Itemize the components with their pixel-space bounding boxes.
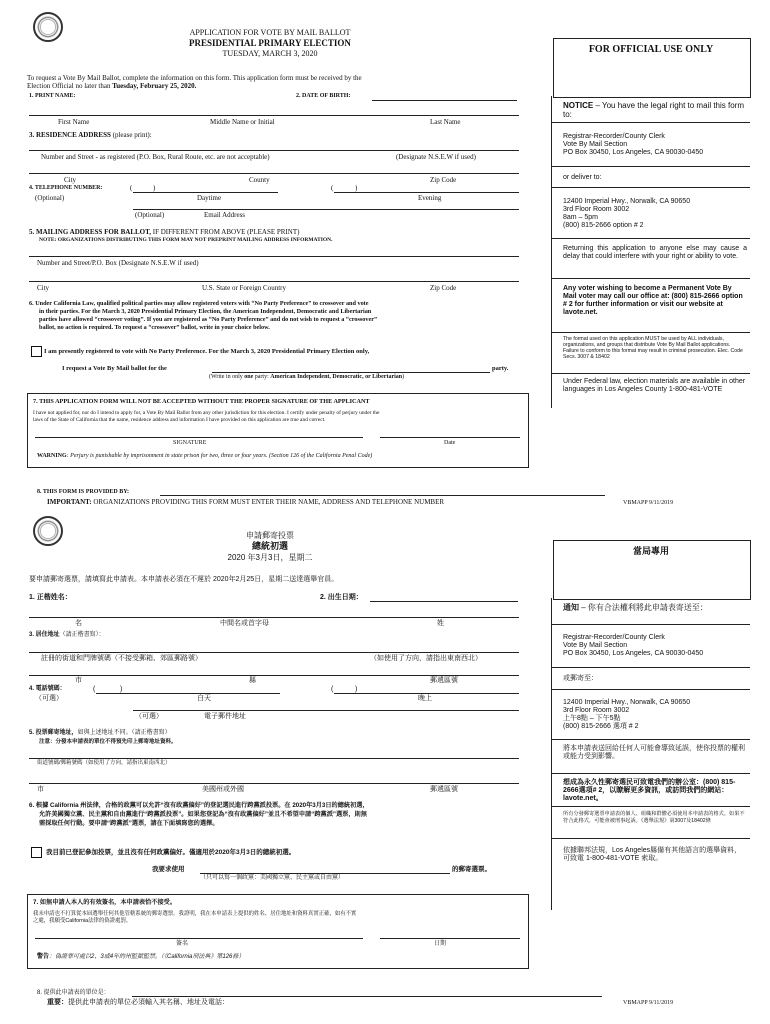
- format-note: The format used on this application MUST be used by ALL individuals, organizations, and groups that distribute Vote By Mail Ballot applications. Failure to conform to this format may result in criminal prosecution. Elec. Code Secs. 3007 & 18402: [563, 336, 743, 360]
- daytime-label-zh: 白天: [197, 695, 211, 702]
- email-optional-label: (Optional): [135, 211, 165, 219]
- returning-note-zh: 將本申請表送回給任何人可能會導致延誤，使你投票的權利或能力受到影響。: [563, 745, 745, 760]
- signature-label-zh: 簽名: [176, 941, 189, 947]
- notice-heading-zh: 通知 – 你有合法權利將此申請表寄送至：: [563, 603, 708, 612]
- mail-zip-label-zh: 郵遞區號: [430, 786, 458, 793]
- tel-eve-paren-zh: (: [331, 686, 334, 693]
- npp-check-label: I am presently registered to vote with No Party Preference. For the March 3, 2020 Presidential Primary Election only,: [44, 348, 370, 355]
- notice-heading: NOTICE – You have the legal right to mail this form to:: [563, 101, 744, 119]
- county-seal-icon: [33, 12, 63, 42]
- provided-by-label: 8. THIS FORM IS PROVIDED BY:: [37, 489, 130, 495]
- notice-rule-7: [552, 373, 750, 374]
- street-label-zh: 註冊的街道和門牌號碼（不接受郵箱、郊區郵路號）: [41, 655, 202, 662]
- write-in-note-zh: （只可以寫一個政黨：美國獨立黨、民主黨或自由黨）: [200, 875, 345, 881]
- warning-text-zh: 警告：偽證罪可處以2、3或4年的州監獄監禁。（《California刑法典》第126條）: [37, 954, 245, 960]
- request-for-label: I request a Vote By Mail ballot for the: [62, 365, 167, 372]
- county-label: County: [249, 176, 270, 184]
- city-label-zh: 市: [75, 677, 82, 684]
- mailing-label: 5. MAILING ADDRESS FOR BALLOT, IF DIFFERENT FROM ABOVE (PLEASE PRINT): [29, 228, 300, 236]
- daytime-label: Daytime: [197, 194, 222, 202]
- sec7-text-zh: 我未申請也不打算從本屆選舉任何其他管轄系統的郵寄選票。我證明，我在本申請表上提供的姓名、居住地址和資料真實正確，如有不實 之處，我願受California法律的偽證處罰。: [33, 911, 357, 924]
- tel-day-paren-close: ): [153, 184, 156, 192]
- city-label: City: [64, 176, 77, 184]
- or-deliver-label-zh: 或郵寄至：: [563, 675, 598, 682]
- designate-label: (Designate N.S.E.W if used): [396, 153, 476, 161]
- mail-city-label-zh: 市: [37, 786, 44, 793]
- last-name-label-zh: 姓: [437, 620, 444, 627]
- signature-field-zh[interactable]: [35, 938, 363, 939]
- org-note: NOTE: ORGANIZATIONS DISTRIBUTING THIS FORM MAY NOT PREPRINT MAILING ADDRESS INFORMATION.: [39, 237, 333, 243]
- election-title-zh: 總統初選: [251, 541, 288, 551]
- mail-city-label: City: [37, 284, 50, 292]
- warning-text: WARNING: Perjury is punishable by imprisonment in state prison for two, three or four years. (Section 126 of the California Penal Code): [37, 453, 373, 459]
- mail-zip-label: Zip Code: [430, 284, 457, 292]
- deliver-address-block: 12400 Imperial Hwy., Norwalk, CA 90650 3rd Floor Room 3002 8am – 5pm (800) 815-2666 option # 2: [563, 198, 691, 229]
- party-field[interactable]: [212, 372, 490, 373]
- evening-label-zh: 晚上: [418, 695, 432, 702]
- county-seal-icon-zh: [33, 516, 63, 546]
- mailing-label-zh: 5. 投票郵寄地址，如與上述地址不同。（請正楷書寫）: [29, 730, 171, 736]
- middle-name-label-zh: 中間名或首字母: [220, 620, 269, 627]
- mail-street-label: Number and Street/P.O. Box (Designate N.S.E.W if used): [37, 259, 199, 267]
- tel-eve-field[interactable]: [334, 192, 519, 193]
- tel-eve-paren-close-zh: ): [355, 686, 358, 693]
- city-field[interactable]: [29, 173, 519, 174]
- federal-law-note-zh: 依據聯邦法規，Los Angeles縣備有其他語言的選舉資料，可致電 1-800-481-VOTE 索取。: [563, 847, 742, 862]
- date-label-zh: 日期: [434, 941, 447, 947]
- party-label: party.: [492, 365, 509, 372]
- intro-text-zh: 要申請郵寄選票，請填寫此申請表。本申請表必須在不遲於 2020年2月25日，星期二送達選舉官員。: [29, 576, 339, 583]
- signature-label: SIGNATURE: [173, 440, 207, 446]
- intro-text: To request a Vote By Mail Ballot, complete the information on this form. This application form must be received by the Election Official no later than Tuesday, February 25, 2020.: [27, 74, 362, 90]
- federal-law-note: Under Federal law, election materials are available in other languages in Los Angeles County 1-800-481-VOTE: [563, 378, 746, 393]
- notice-rule-4-zh: [552, 739, 750, 740]
- dob-label: 2. DATE OF BIRTH:: [296, 93, 351, 99]
- print-name-label-zh: 1. 正楷姓名：: [29, 594, 72, 601]
- residence-label-zh: 3. 居住地址（請正楷書寫）：: [29, 632, 105, 638]
- provided-by-field-zh[interactable]: [132, 996, 602, 997]
- zip-label-zh: 郵遞區號: [430, 677, 458, 684]
- telephone-label: 4. TELEPHONE NUMBER:: [29, 185, 103, 191]
- name-field-zh[interactable]: [29, 617, 519, 618]
- election-date-zh: 2020 年3月3日，星期二: [227, 553, 313, 562]
- request-for-label-zh: 我要求使用: [152, 866, 185, 873]
- official-use-label: FOR OFFICIAL USE ONLY: [588, 44, 714, 55]
- sec7-title: 7. THIS APPLICATION FORM WILL NOT BE ACCEPTED WITHOUT THE PROPER SIGNATURE OF THE APPLICANT: [33, 398, 370, 405]
- mail-city-field[interactable]: [29, 281, 519, 282]
- designate-label-zh: （如使用了方向，請指出東南西北）: [370, 655, 482, 662]
- sec7-title-zh: 7. 如無申請人本人的有效簽名，本申請表恰不接受。: [33, 899, 177, 906]
- email-field[interactable]: [133, 209, 519, 210]
- mail-address-block: Registrar-Recorder/County Clerk Vote By Mail Section PO Box 30450, Los Angeles, CA 90030-0450: [563, 133, 704, 156]
- first-name-label: First Name: [58, 118, 90, 126]
- signature-field[interactable]: [35, 437, 363, 438]
- npp-check-label-zh: 我目前已登記參加投票，並且沒有任何政黨偏好。僅適用於2020年3月3日的總統初選。: [46, 849, 296, 856]
- npp-checkbox-zh[interactable]: [31, 847, 42, 858]
- tel-optional-label: (Optional): [35, 194, 65, 202]
- form-title-zh: 申請郵寄投票: [246, 531, 294, 540]
- format-note-zh: 所有分發郵寄選票申請表的個人、組織和群體必須使用本申請表的格式。如果不符合此格式，可能會被刑事起訴。《選舉法規》第3007及18402條: [563, 811, 745, 824]
- form-code-zh: VBMAPP 9/11/2019: [623, 1000, 674, 1006]
- npp-checkbox[interactable]: [31, 346, 42, 357]
- notice-rule-5-zh: [552, 773, 750, 774]
- mail-street-field-zh[interactable]: [29, 758, 519, 759]
- election-title: PRESIDENTIAL PRIMARY ELECTION: [189, 38, 351, 48]
- mail-state-label-zh: 美國州或外國: [202, 786, 244, 793]
- mail-address-block-zh: Registrar-Recorder/County Clerk Vote By Mail Section PO Box 30450, Los Angeles, CA 90030-0450: [563, 634, 704, 657]
- crossover-law-text: 6. Under California Law, qualified political parties may allow registered voters with “No Party Preference” to crossover and vote in their parties. For the March 3, 2020 Presidential Primary Election, the American Independent, Democratic and Libertarian parties have allowed “crossover voting”. If you are registered as “No Party Preference” and do not wish to request a “crossover” ballot, no action is required. To request a “crossover” ballot, write in your choice below.: [29, 300, 378, 331]
- date-label: Date: [444, 440, 456, 446]
- mail-street-label-zh: 街道號碼/郵箱號碼（如使用了方向，請指出東南西北）: [37, 760, 171, 766]
- tel-optional-label-zh: （可選）: [35, 695, 63, 702]
- important-note-zh: 重要：提供此申請表的單位必須輸入其名稱、地址及電話：: [47, 999, 229, 1006]
- official-use-label-zh: 當局專用: [632, 546, 669, 556]
- telephone-label-zh: 4. 電話號碼：: [29, 686, 66, 692]
- email-field-zh[interactable]: [133, 710, 519, 711]
- provided-by-label-zh: 8. 提供此申請表的單位是：: [37, 990, 110, 996]
- tel-eve-paren-close: ): [355, 184, 358, 192]
- party-field-zh[interactable]: [200, 873, 450, 874]
- write-in-note: (Write in only one party: American Independent, Democratic, or Libertarian): [209, 374, 405, 380]
- print-name-label: 1. PRINT NAME:: [29, 93, 76, 99]
- date-field-zh[interactable]: [380, 938, 520, 939]
- election-date: TUESDAY, MARCH 3, 2020: [222, 49, 318, 58]
- residence-label: 3. RESIDENCE ADDRESS (please print):: [29, 131, 152, 139]
- notice-rule-3: [552, 187, 750, 188]
- notice-rule-zh: [552, 624, 750, 625]
- zip-label: Zip Code: [430, 176, 457, 184]
- notice-rule-7-zh: [552, 838, 750, 839]
- org-note-zh: 注意：分發本申請表的單位不得預先印上郵寄地址資料。: [39, 739, 177, 745]
- permanent-voter-note: Any voter wishing to become a Permanent Vote By Mail voter may call our office at: (800) 815-2666 option # 2 for further information or visit our website at lavote.net.: [563, 285, 743, 316]
- notice-rule-2: [552, 166, 750, 167]
- important-note: IMPORTANT: ORGANIZATIONS PROVIDING THIS FORM MUST ENTER THEIR NAME, ADDRESS AND TELEPHONE NUMBER: [47, 498, 445, 506]
- tel-day-field-zh[interactable]: [96, 693, 280, 694]
- notice-divider: [551, 96, 552, 408]
- email-label-zh: 電子郵件地址: [204, 713, 246, 720]
- notice-divider-zh: [551, 598, 552, 910]
- party-label-zh: 的郵寄選票。: [452, 866, 491, 873]
- form-title: APPLICATION FOR VOTE BY MAIL BALLOT: [189, 28, 351, 37]
- tel-eve-field-zh[interactable]: [334, 693, 519, 694]
- name-field[interactable]: [29, 115, 519, 116]
- email-optional-label-zh: （可選）: [135, 713, 163, 720]
- mail-street-field[interactable]: [29, 256, 519, 257]
- deliver-address-block-zh: 12400 Imperial Hwy., Norwalk, CA 90650 3rd Floor Room 3002 上午8點 – 下午5點 (800) 815-2666 選項 # 2: [563, 699, 691, 730]
- middle-name-label: Middle Name or Initial: [210, 118, 275, 126]
- returning-note: Returning this application to anyone else may cause a delay that could interfere with your right or ability to vote.: [563, 245, 747, 260]
- permanent-voter-note-zh: 想成為永久性郵寄選民可致電我們的辦公室：(800) 815-2666選項# 2，以瞭解更多資訊，或訪問我們的網站：lavote.net。: [563, 779, 736, 802]
- crossover-law-text-zh: 6. 根據 California 州法律，合格的政黨可以允許“沒有政黨偏好”的登記選民進行跨黨派投票。在 2020年3月3日的總統初選， 允許美國獨立黨、民主黨和自由黨進行“跨黨派投票”。如果您登記為“沒有政黨偏好”並且不希望申請“跨黨派”選票，則無 需採取任何行動。要申請“跨黨派”選票，請在下面填寫您的選擇。: [29, 802, 369, 827]
- dob-field[interactable]: [372, 100, 517, 101]
- provided-by-field[interactable]: [160, 495, 605, 496]
- notice-rule-3-zh: [552, 689, 750, 690]
- evening-label: Evening: [418, 194, 442, 202]
- notice-rule-6-zh: [552, 806, 750, 807]
- county-label-zh: 縣: [249, 677, 256, 684]
- dob-field-zh[interactable]: [370, 601, 518, 602]
- tel-day-paren: (: [130, 184, 133, 192]
- email-label: Email Address: [204, 211, 246, 219]
- street-field[interactable]: [29, 150, 519, 151]
- notice-rule-4: [552, 238, 750, 239]
- street-label: Number and Street - as registered (P.O. Box, Rural Route, etc. are not acceptable): [41, 153, 270, 161]
- form-code: VBMAPP 9/11/2019: [623, 500, 674, 506]
- or-deliver-label: or deliver to:: [563, 174, 602, 181]
- notice-rule: [552, 122, 750, 123]
- tel-day-field[interactable]: [133, 192, 278, 193]
- street-field-zh[interactable]: [29, 652, 519, 653]
- city-field-zh[interactable]: [29, 675, 519, 676]
- tel-day-paren-zh: (: [93, 686, 96, 693]
- first-name-label-zh: 名: [75, 620, 82, 627]
- last-name-label: Last Name: [430, 118, 461, 126]
- notice-rule-2-zh: [552, 667, 750, 668]
- tel-day-paren-close-zh: ): [120, 686, 123, 693]
- sec7-text: I have not applied for, nor do I intend to apply for, a Vote By Mail Ballot from any other jurisdiction for this election. I certify under penalty of perjury under the laws of the State of California that the name, residence address and information I have provided on this application are true and correct.: [33, 410, 380, 423]
- mail-city-field-zh[interactable]: [29, 783, 519, 784]
- dob-label-zh: 2. 出生日期：: [320, 594, 363, 601]
- notice-rule-6: [552, 332, 750, 333]
- mail-state-label: U.S. State or Foreign Country: [202, 284, 286, 292]
- notice-rule-5: [552, 278, 750, 279]
- tel-eve-paren: (: [331, 184, 334, 192]
- date-field[interactable]: [380, 437, 520, 438]
